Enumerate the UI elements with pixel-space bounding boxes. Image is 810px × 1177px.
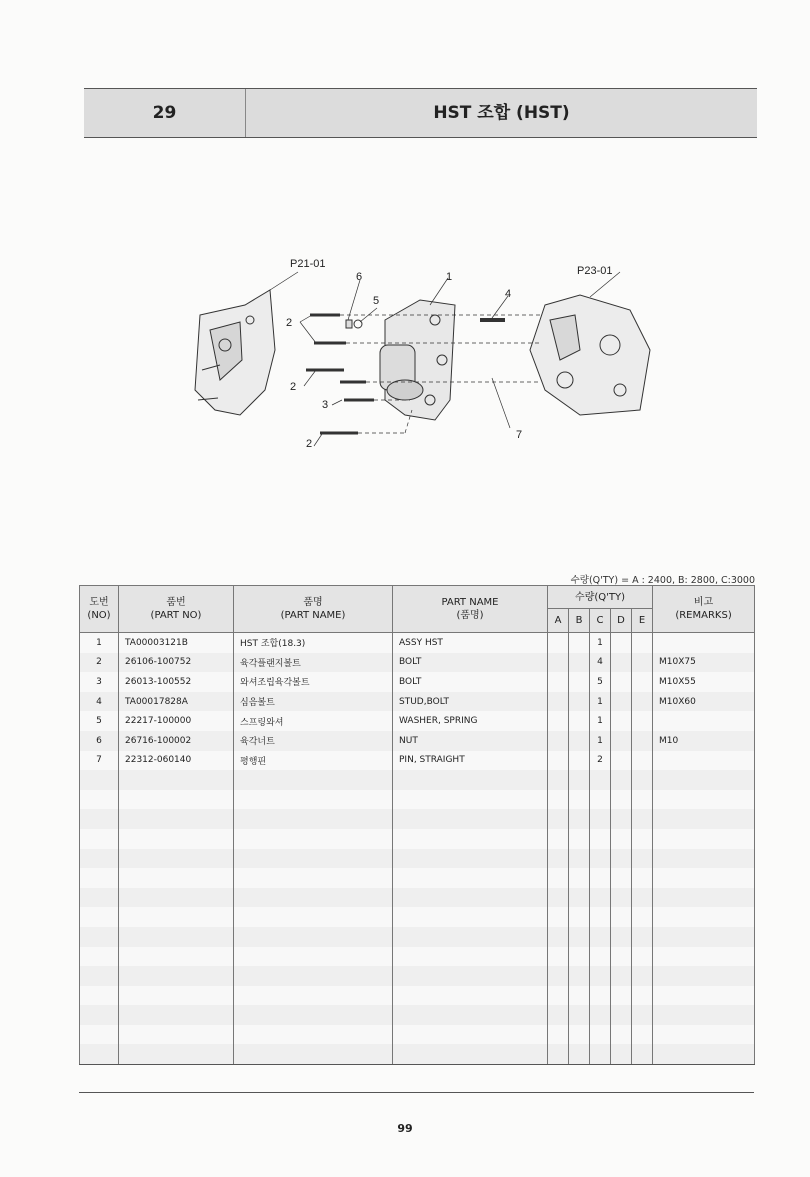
header-qty-c: C [590, 609, 611, 633]
cell-a [548, 672, 569, 692]
cell-a [548, 751, 569, 771]
bolt-group [306, 315, 374, 433]
table-row [80, 829, 755, 849]
parts-table [79, 585, 755, 1065]
cell-e [632, 751, 653, 771]
cell-c [590, 790, 611, 810]
cell-b [569, 1005, 590, 1025]
cell-part-no [119, 829, 234, 849]
cell-e [632, 927, 653, 947]
cell-c: 2 [590, 751, 611, 771]
cell-no: 6 [80, 731, 119, 751]
cell-name-ko [234, 1044, 393, 1064]
cell-a [548, 986, 569, 1006]
cell-part-no [119, 1044, 234, 1064]
cell-d [611, 888, 632, 908]
cell-e [632, 633, 653, 653]
cell-c [590, 1005, 611, 1025]
cell-remarks: M10X75 [653, 653, 755, 673]
cell-b [569, 966, 590, 986]
cell-remarks [653, 849, 755, 869]
table-row [80, 1005, 755, 1025]
callout-5: 5 [373, 295, 380, 307]
cell-no [80, 1005, 119, 1025]
cell-remarks [653, 770, 755, 790]
cell-a [548, 888, 569, 908]
table-row [80, 966, 755, 986]
cell-no [80, 809, 119, 829]
cell-c [590, 966, 611, 986]
cell-c [590, 829, 611, 849]
cell-name-ko [234, 986, 393, 1006]
cell-b [569, 947, 590, 967]
cell-remarks [653, 633, 755, 653]
cell-name-ko: 육각플랜지볼트 [234, 653, 393, 673]
cell-part-no [119, 809, 234, 829]
cell-a [548, 1044, 569, 1064]
table-row [80, 692, 755, 712]
cell-part-no: 26106-100752 [119, 653, 234, 673]
cell-b [569, 907, 590, 927]
cell-b [569, 1025, 590, 1045]
cell-d [611, 829, 632, 849]
cell-a [548, 711, 569, 731]
cell-remarks [653, 829, 755, 849]
cell-no [80, 770, 119, 790]
header-no: 도번 (NO) [80, 586, 119, 633]
cell-remarks [653, 711, 755, 731]
table-row [80, 672, 755, 692]
cell-a [548, 1025, 569, 1045]
cell-e [632, 731, 653, 751]
cell-no: 2 [80, 653, 119, 673]
section-header [84, 88, 757, 138]
cell-part-no [119, 986, 234, 1006]
cell-b [569, 731, 590, 751]
cell-name-en: ASSY HST [393, 633, 548, 653]
cell-part-no: TA00003121B [119, 633, 234, 653]
cell-e [632, 829, 653, 849]
cell-part-no [119, 770, 234, 790]
table-row [80, 711, 755, 731]
cell-d [611, 947, 632, 967]
cell-name-en [393, 907, 548, 927]
cell-name-ko [234, 770, 393, 790]
cell-c [590, 888, 611, 908]
cell-name-en [393, 888, 548, 908]
section-number: 29 [84, 89, 246, 137]
cell-a [548, 868, 569, 888]
callout-p23-01: P23-01 [577, 265, 613, 277]
cell-part-no: 26716-100002 [119, 731, 234, 751]
section-title: HST 조합 (HST) [433, 103, 570, 123]
callout-4: 4 [505, 288, 512, 300]
cell-b [569, 653, 590, 673]
cell-d [611, 966, 632, 986]
cell-e [632, 966, 653, 986]
cell-remarks [653, 986, 755, 1006]
cell-e [632, 868, 653, 888]
cell-remarks [653, 751, 755, 771]
cell-name-ko: 와셔조립육각볼트 [234, 672, 393, 692]
table-row [80, 1044, 755, 1064]
table-row [80, 907, 755, 927]
cell-e [632, 849, 653, 869]
cell-remarks [653, 1005, 755, 1025]
cell-name-ko [234, 888, 393, 908]
cell-remarks [653, 927, 755, 947]
cell-name-en: PIN, STRAIGHT [393, 751, 548, 771]
cell-b [569, 809, 590, 829]
cell-remarks: M10X55 [653, 672, 755, 692]
cell-no [80, 829, 119, 849]
cell-e [632, 672, 653, 692]
cell-remarks [653, 868, 755, 888]
cell-a [548, 966, 569, 986]
callout-1: 1 [446, 271, 453, 283]
cell-b [569, 692, 590, 712]
cell-a [548, 790, 569, 810]
cell-name-ko: 평행핀 [234, 751, 393, 771]
header-part-no: 품번 (PART NO) [119, 586, 234, 633]
cell-name-en [393, 927, 548, 947]
callout-2b: 2 [290, 381, 297, 393]
cell-part-no [119, 1005, 234, 1025]
cell-e [632, 711, 653, 731]
cell-name-ko [234, 849, 393, 869]
cell-no: 7 [80, 751, 119, 771]
cell-d [611, 653, 632, 673]
cell-d [611, 849, 632, 869]
cell-c: 5 [590, 672, 611, 692]
cell-no [80, 790, 119, 810]
cell-name-ko: 심음볼트 [234, 692, 393, 712]
cell-c [590, 1025, 611, 1045]
callout-7: 7 [516, 429, 523, 441]
cell-name-en: BOLT [393, 653, 548, 673]
cell-no: 5 [80, 711, 119, 731]
cell-c [590, 849, 611, 869]
cell-e [632, 770, 653, 790]
cell-part-no: 26013-100552 [119, 672, 234, 692]
cell-d [611, 692, 632, 712]
cell-c [590, 868, 611, 888]
cell-c: 4 [590, 653, 611, 673]
cell-name-ko: HST 조합(18.3) [234, 633, 393, 653]
cell-e [632, 1025, 653, 1045]
cell-d [611, 907, 632, 927]
cell-part-no [119, 849, 234, 869]
cell-no [80, 907, 119, 927]
table-row [80, 653, 755, 673]
table-row [80, 947, 755, 967]
cell-a [548, 849, 569, 869]
cell-name-ko [234, 1005, 393, 1025]
cell-c [590, 770, 611, 790]
cell-name-en [393, 947, 548, 967]
cell-e [632, 907, 653, 927]
cell-a [548, 907, 569, 927]
cell-remarks [653, 907, 755, 927]
header-qty-b: B [569, 609, 590, 633]
header-part-name-ko: 품명 (PART NAME) [234, 586, 393, 633]
header-qty: 수량(Q'TY) [548, 586, 653, 609]
cell-remarks [653, 1025, 755, 1045]
cell-no [80, 888, 119, 908]
cell-name-ko [234, 907, 393, 927]
cell-b [569, 868, 590, 888]
cell-a [548, 731, 569, 751]
cell-d [611, 711, 632, 731]
bottom-rule [79, 1092, 754, 1093]
cell-remarks: M10X60 [653, 692, 755, 712]
cell-d [611, 809, 632, 829]
cell-name-ko [234, 790, 393, 810]
cell-name-ko: 스프링와셔 [234, 711, 393, 731]
table-row [80, 790, 755, 810]
cell-d [611, 751, 632, 771]
cell-part-no [119, 966, 234, 986]
cell-a [548, 1005, 569, 1025]
cell-remarks [653, 966, 755, 986]
cell-c [590, 947, 611, 967]
cell-name-ko [234, 966, 393, 986]
cell-remarks [653, 790, 755, 810]
table-row [80, 868, 755, 888]
cell-name-en: STUD,BOLT [393, 692, 548, 712]
cell-name-en: NUT [393, 731, 548, 751]
table-row [80, 888, 755, 908]
cell-remarks: M10 [653, 731, 755, 751]
cell-name-en: WASHER, SPRING [393, 711, 548, 731]
cell-name-ko [234, 809, 393, 829]
cell-c: 1 [590, 731, 611, 751]
cell-part-no [119, 868, 234, 888]
header-qty-d: D [611, 609, 632, 633]
cell-name-en [393, 966, 548, 986]
header-qty-a: A [548, 609, 569, 633]
cell-no: 4 [80, 692, 119, 712]
cell-name-ko [234, 927, 393, 947]
cell-b [569, 672, 590, 692]
cell-a [548, 947, 569, 967]
cell-b [569, 1044, 590, 1064]
cell-part-no [119, 790, 234, 810]
cell-d [611, 633, 632, 653]
table-row [80, 751, 755, 771]
header-remarks: 비고 (REMARKS) [653, 586, 755, 633]
cell-e [632, 1005, 653, 1025]
cell-c [590, 907, 611, 927]
cell-a [548, 927, 569, 947]
cell-b [569, 986, 590, 1006]
cell-c [590, 986, 611, 1006]
cell-name-ko: 육각너트 [234, 731, 393, 751]
cell-b [569, 829, 590, 849]
cell-a [548, 633, 569, 653]
cell-name-ko [234, 1025, 393, 1045]
case-p23-01 [530, 295, 650, 415]
cell-name-en [393, 1005, 548, 1025]
page-number: 99 [397, 1122, 413, 1135]
cell-no [80, 927, 119, 947]
callout-2a: 2 [286, 317, 293, 329]
cell-remarks [653, 1044, 755, 1064]
cell-c: 1 [590, 711, 611, 731]
cell-name-ko [234, 868, 393, 888]
cell-name-en [393, 829, 548, 849]
cell-c: 1 [590, 692, 611, 712]
exploded-parts-diagram [180, 250, 660, 460]
cell-remarks [653, 947, 755, 967]
cell-b [569, 711, 590, 731]
header-qty-e: E [632, 609, 653, 633]
cell-no [80, 1025, 119, 1045]
cell-name-en [393, 1044, 548, 1064]
cell-d [611, 790, 632, 810]
table-row [80, 770, 755, 790]
cell-part-no [119, 907, 234, 927]
table-row [80, 1025, 755, 1045]
table-row [80, 809, 755, 829]
cell-e [632, 947, 653, 967]
cell-part-no: 22312-060140 [119, 751, 234, 771]
cell-b [569, 770, 590, 790]
cell-c [590, 809, 611, 829]
cell-d [611, 672, 632, 692]
cell-d [611, 1044, 632, 1064]
cell-name-ko [234, 947, 393, 967]
cell-name-en [393, 868, 548, 888]
cell-part-no [119, 947, 234, 967]
cell-no [80, 986, 119, 1006]
cell-part-no [119, 927, 234, 947]
cell-name-en [393, 1025, 548, 1045]
table-row [80, 927, 755, 947]
cell-d [611, 1025, 632, 1045]
callout-p21-01: P21-01 [290, 258, 326, 270]
cell-a [548, 829, 569, 849]
cell-no: 1 [80, 633, 119, 653]
parts-table-body [80, 633, 755, 1065]
cell-part-no: 22217-100000 [119, 711, 234, 731]
quantity-note: 수량(Q'TY) = A : 2400, B: 2800, C:3000 [570, 575, 755, 586]
cell-e [632, 653, 653, 673]
cell-a [548, 692, 569, 712]
header-part-name-en: PART NAME (품명) [393, 586, 548, 633]
cell-name-en [393, 849, 548, 869]
cell-remarks [653, 809, 755, 829]
cell-d [611, 986, 632, 1006]
cell-e [632, 809, 653, 829]
cell-no [80, 966, 119, 986]
cell-e [632, 986, 653, 1006]
cell-c [590, 1044, 611, 1064]
cell-part-no [119, 1025, 234, 1045]
cell-b [569, 790, 590, 810]
cell-name-en [393, 770, 548, 790]
cell-name-en [393, 790, 548, 810]
table-row [80, 633, 755, 653]
callout-2c: 2 [306, 438, 313, 450]
cell-no [80, 1044, 119, 1064]
cell-b [569, 633, 590, 653]
cell-b [569, 849, 590, 869]
cell-e [632, 1044, 653, 1064]
table-row [80, 731, 755, 751]
callout-6: 6 [356, 271, 363, 283]
cell-no [80, 849, 119, 869]
cell-d [611, 927, 632, 947]
cell-no [80, 868, 119, 888]
cell-remarks [653, 888, 755, 908]
cell-d [611, 1005, 632, 1025]
cell-e [632, 692, 653, 712]
cell-e [632, 790, 653, 810]
cell-part-no [119, 888, 234, 908]
cell-b [569, 751, 590, 771]
table-row [80, 986, 755, 1006]
cell-name-en: BOLT [393, 672, 548, 692]
cell-c [590, 927, 611, 947]
callout-3: 3 [322, 399, 329, 411]
cell-d [611, 868, 632, 888]
cell-d [611, 770, 632, 790]
cell-no [80, 947, 119, 967]
cell-name-ko [234, 829, 393, 849]
cell-no: 3 [80, 672, 119, 692]
cell-e [632, 888, 653, 908]
cell-a [548, 770, 569, 790]
cell-name-en [393, 809, 548, 829]
cell-b [569, 927, 590, 947]
cell-a [548, 653, 569, 673]
cell-a [548, 809, 569, 829]
table-row [80, 849, 755, 869]
cell-part-no: TA00017828A [119, 692, 234, 712]
cell-d [611, 731, 632, 751]
cell-name-en [393, 986, 548, 1006]
cell-c: 1 [590, 633, 611, 653]
cell-b [569, 888, 590, 908]
